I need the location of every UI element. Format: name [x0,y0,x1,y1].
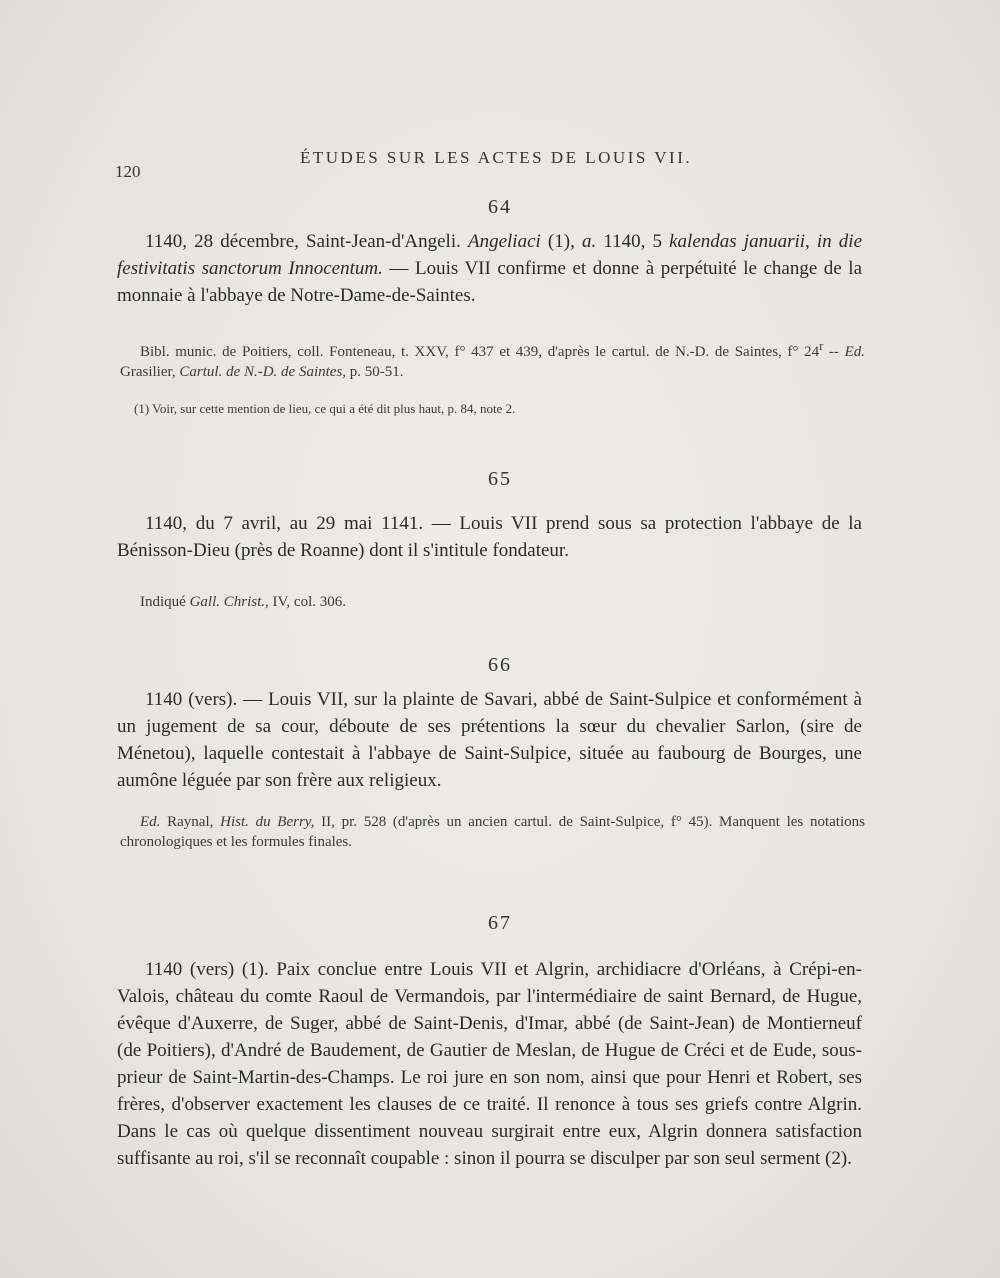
entry-64-date: 1140, 28 décembre, Saint-Jean-d'Angeli. [145,231,468,252]
entry-number-66: 66 [488,654,512,676]
entry-65-text: 1140, du 7 avril, au 29 mai 1141. — Louis VII prend sous sa protection l'abbaye de la Bénisson-Dieu (près de Roanne) dont il s'intitule fondateur. [117,513,862,561]
entry-64-source-ed: Ed. [844,344,865,360]
entry-64-source-manuscript: Bibl. munic. de Poitiers, coll. Fonteneau, t. XXV, f° 437 et 439, d'après le cartul. de N.-D. de Saintes, f° 24 [140,344,820,360]
entry-64-place-latin: Angeliaci [467,231,541,252]
entry-64-year: 1140, 5 [596,231,670,252]
entry-64-sources [120,336,865,382]
entry-66-text: 1140 (vers). — Louis VII, sur la plainte de Savari, abbé de Saint-Sulpice et conformément à un jugement de sa cour, déboute de ses prétentions la sœur du chevalier Sarlon, (sire de Ménetou), laquelle contestait à l'abbaye de Saint-Sulpice, située au faubourg de Bourges, une aumône léguée par son frère aux religieux. [117,689,862,791]
entry-65-source-indicated: Indiqué [140,594,190,610]
entry-64-latin-date: kalendas januarii, in die festivitatis sanctorum Innocentum. [117,231,863,279]
entry-66-source-title: Hist. du Berry, [220,814,315,830]
entry-66-source-ed: Ed. [140,814,161,830]
page-header [110,146,870,181]
entry-64-footnote-ref: (1), [540,231,582,252]
entry-66-sources [120,812,865,852]
entry-66-source-editor: Raynal, [160,814,221,830]
entry-65-source-title: Gall. Christ., [189,594,269,610]
entry-67-text: 1140 (vers) (1). Paix conclue entre Louis VII et Algrin, archidiacre d'Orléans, à Crépi-en-Valois, château du comte Raoul de Vermandois, par l'intermédiaire de saint Bernard, de Hugue, évêque d'Auxerre, de Suger, abbé de Saint-Denis, d'Imar, abbé (de Saint-Jean) de Montierneuf (de Poitiers), d'André de Baudement, de Gautier de Meslan, de Hugue de Créci et de Eude, sous-prieur de Saint-Martin-des-Champs. Le roi jure en son nom, ainsi que pour Henri et Robert, ses frères, d'observer exactement les clauses de ce traité. Il renonce à tous ses griefs contre Algrin. Dans le cas où quelque dissentiment nouveau surgirait entre eux, Algrin donnera satisfaction suffisante au roi, s'il se reconnaît coupable : sinon il pourra se disculper par son seul serment (2). [117,959,862,1169]
running-title: ÉTUDES SUR LES ACTES DE LOUIS VII. [300,148,693,167]
entry-65-sources [120,592,865,612]
entry-64-source-editor: Grasilier, [120,364,180,380]
entry-64-anno: a. [581,231,597,252]
entry-64-text [117,228,862,309]
entry-66-source-notes: II, pr. 528 (d'après un ancien cartul. de Saint-Sulpice, f° 45). Manquent les notations chronologiques et les formules finales. [120,814,865,850]
entry-64-summary: — Louis VII confirme et donne à perpétuité le change de la monnaie à l'abbaye de Notre-Dame-de-Saintes. [117,258,862,306]
entry-number-65: 65 [488,468,512,490]
entry-64-source-sep: -- [823,344,845,360]
entry-number-67: 67 [488,912,512,934]
entry-64-source-title: Cartul. de N.-D. de Saintes, [179,364,347,380]
entry-64-footnote: (1) Voir, sur cette mention de lieu, ce qui a été dit plus haut, p. 84, note 2. [134,401,516,416]
page-number: 120 [115,162,141,181]
entry-number-64: 64 [488,196,512,218]
entry-65-source-ref: IV, col. 306. [268,594,346,610]
entry-64-source-sup: r [819,339,824,353]
entry-64-source-pages: p. 50-51. [346,364,404,380]
